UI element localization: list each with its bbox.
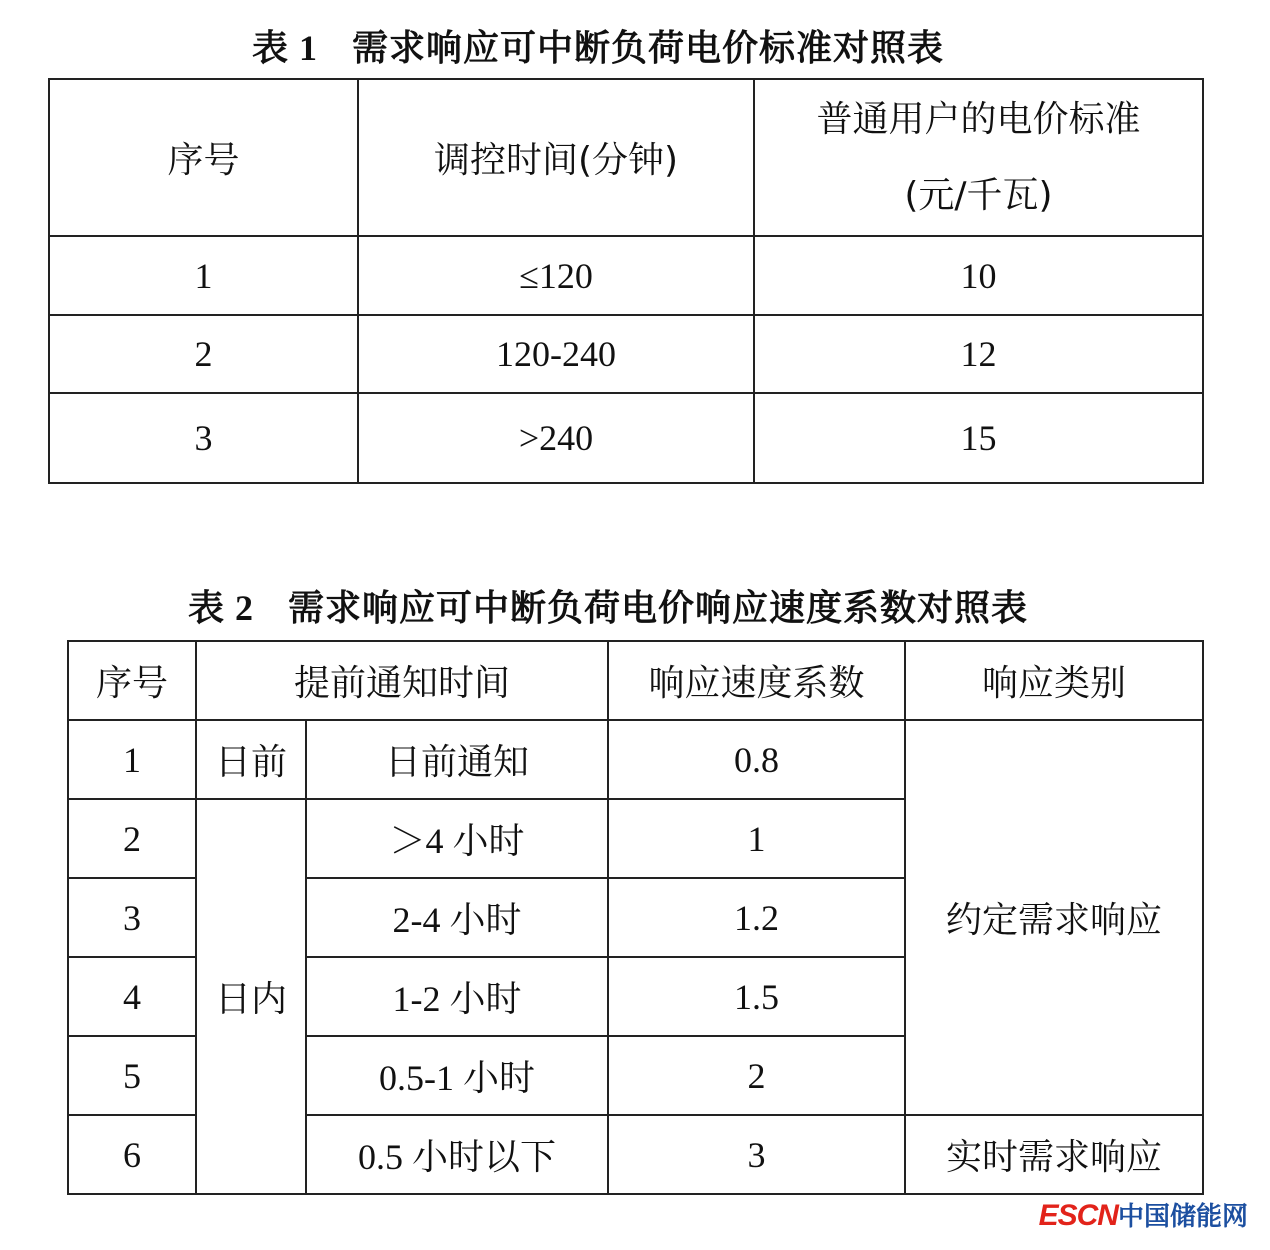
cell-notice-time: 0.5-1 小时 [306, 1036, 608, 1115]
cell-price: 10 [754, 236, 1203, 315]
header-cell-notice-time: 提前通知时间 [196, 641, 608, 720]
cell-price: 15 [754, 393, 1203, 483]
table-row [49, 236, 1203, 315]
cell-index: 5 [68, 1036, 196, 1115]
table-1-caption [0, 26, 1233, 71]
table-row [68, 720, 1203, 799]
header-cell-control-time: 调控时间(分钟) [358, 79, 754, 236]
cell-index: 3 [49, 393, 358, 483]
cell-control-time: 120-240 [358, 315, 754, 393]
cell-index: 1 [49, 236, 358, 315]
header-cell-category: 响应类别 [905, 641, 1203, 720]
table-header-row [49, 79, 1203, 236]
header-cell-index: 序号 [49, 79, 358, 236]
header-price-line-2: (元/千瓦) [904, 174, 1053, 216]
cell-notice-time: 0.5 小时以下 [306, 1115, 608, 1194]
table-row [49, 315, 1203, 393]
table-row [49, 393, 1203, 483]
cell-control-time: >240 [358, 393, 754, 483]
price-standard-table [48, 78, 1204, 484]
table-1-caption-title: 需求响应可中断负荷电价标准对照表 [352, 28, 945, 69]
cell-index: 3 [68, 878, 196, 957]
cell-group-intraday: 日内 [196, 799, 306, 1194]
cell-coefficient: 1.2 [608, 878, 905, 957]
header-cell-price-standard [754, 79, 1203, 236]
cell-category-realtime: 实时需求响应 [905, 1115, 1203, 1194]
cell-notice-time: 2-4 小时 [306, 878, 608, 957]
cell-index: 6 [68, 1115, 196, 1194]
cell-category-agreed: 约定需求响应 [905, 720, 1203, 1115]
cell-notice-time: 1-2 小时 [306, 957, 608, 1036]
header-price-line-1: 普通用户的电价标准 [816, 98, 1141, 140]
escn-logo-latin: ESCN [1038, 1199, 1118, 1232]
cell-index: 2 [49, 315, 358, 393]
cell-group-day-ahead: 日前 [196, 720, 306, 799]
cell-index: 1 [68, 720, 196, 799]
response-speed-coefficient-table [67, 640, 1204, 1195]
cell-coefficient: 0.8 [608, 720, 905, 799]
table-2-caption [0, 586, 1243, 631]
cell-coefficient: 1 [608, 799, 905, 878]
cell-coefficient: 1.5 [608, 957, 905, 1036]
table-2-caption-number: 表 2 [187, 588, 254, 628]
table-1-caption-number: 表 1 [251, 28, 318, 68]
cell-notice-time: ＞4 小时 [306, 799, 608, 878]
table-2-caption-title: 需求响应可中断负荷电价响应速度系数对照表 [288, 588, 1029, 629]
header-cell-index: 序号 [68, 641, 196, 720]
cell-coefficient: 3 [608, 1115, 905, 1194]
cell-index: 2 [68, 799, 196, 878]
cell-price: 12 [754, 315, 1203, 393]
header-cell-coefficient: 响应速度系数 [608, 641, 905, 720]
table-header-row [68, 641, 1203, 720]
escn-logo [1039, 1199, 1248, 1234]
escn-logo-chinese: 中国储能网 [1117, 1202, 1248, 1232]
cell-index: 4 [68, 957, 196, 1036]
cell-control-time: ≤120 [358, 236, 754, 315]
cell-coefficient: 2 [608, 1036, 905, 1115]
cell-notice-time: 日前通知 [306, 720, 608, 799]
